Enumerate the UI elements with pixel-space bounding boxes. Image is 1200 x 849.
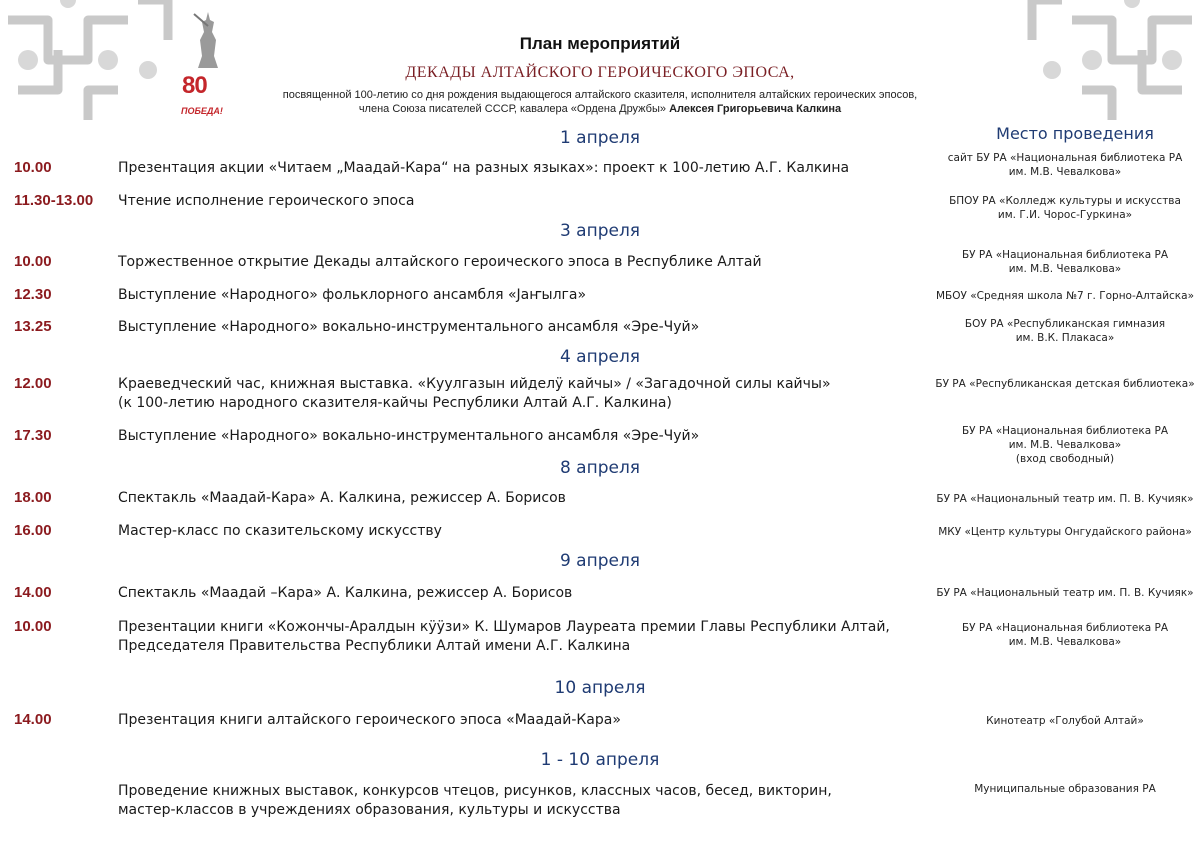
event-text-line: Презентация акции «Читаем „Маадай-Кара“ на разных языках»: проект к 100-летию А.Г. Калкина: [118, 160, 850, 176]
date-heading: 8 апреля: [559, 458, 641, 478]
event-text-line: мастер-классов в учреждениях образования, культуры и искусства: [118, 802, 621, 818]
event-time: 17.30: [14, 427, 52, 444]
event-time: 12.00: [14, 375, 52, 392]
event-text: [118, 618, 938, 656]
venue-line: сайт БУ РА «Национальная библиотека РА: [947, 152, 1183, 164]
event-text: [118, 489, 938, 508]
venue-line: МБОУ «Средняя школа №7 г. Горно-Алтайска»: [935, 290, 1195, 302]
date-heading: 1 - 10 апреля: [540, 750, 660, 770]
event-venue: [930, 248, 1200, 276]
event-text-line: Краеведческий час, книжная выставка. «Куулгазын ийделӱ кайчы» / «Загадочной силы кайчы»: [118, 376, 831, 392]
page-description: [180, 88, 1020, 116]
event-text-line: Презентации книги «Кожончы-Аралдын кӱӱзи» К. Шумаров Лауреата премии Главы Республики Алтай,: [118, 619, 890, 635]
date-heading: 1 апреля: [559, 128, 641, 148]
event-text-line: Спектакль «Маадай-Кара» А. Калкина, режиссер А. Борисов: [118, 490, 566, 506]
page-title: План мероприятий: [519, 34, 681, 53]
event-venue: [930, 289, 1200, 303]
description-line: [180, 102, 1020, 116]
event-time: 14.00: [14, 584, 52, 601]
event-time: 18.00: [14, 489, 52, 506]
event-text-line: Проведение книжных выставок, конкурсов чтецов, рисунков, классных часов, бесед, викторин,: [118, 783, 832, 799]
event-text: [118, 522, 938, 541]
honoree-name: Алексея Григорьевича Калкина: [669, 103, 842, 115]
event-time: 11.30-13.00: [14, 192, 94, 209]
event-text: [118, 782, 938, 820]
venue-line: Муниципальные образования РА: [974, 783, 1156, 795]
event-text-line: Чтение исполнение героического эпоса: [118, 193, 415, 209]
event-text: [118, 318, 938, 337]
event-venue: [930, 377, 1200, 391]
venue-line: им. М.В. Чевалкова»: [1008, 263, 1122, 275]
event-time: 10.00: [14, 618, 52, 635]
venue-line: им. Г.И. Чорос-Гуркина»: [997, 209, 1133, 221]
event-venue: [930, 194, 1200, 222]
event-venue: [930, 621, 1200, 649]
venue-line: им. М.В. Чевалкова»: [1008, 636, 1122, 648]
event-venue: [930, 782, 1200, 796]
description-text: члена Союза писателей СССР, кавалера «Ордена Дружбы»: [358, 103, 666, 115]
event-text: [118, 711, 938, 730]
date-heading: 4 апреля: [559, 347, 641, 367]
venue-line: БУ РА «Национальная библиотека РА: [961, 622, 1169, 634]
event-time: 12.30: [14, 286, 52, 303]
venue-line: им. В.К. Плакаса»: [1015, 332, 1115, 344]
event-time: 13.25: [14, 318, 52, 335]
venue-line: БУ РА «Национальный театр им. П. В. Кучияк»: [936, 587, 1194, 599]
page-subtitle: ДЕКАДЫ АЛТАЙСКОГО ГЕРОИЧЕСКОГО ЭПОСА,: [405, 64, 795, 81]
event-text: [118, 286, 938, 305]
venue-line: (вход свободный): [1015, 453, 1115, 465]
event-text-line: Презентация книги алтайского героического эпоса «Маадай-Кара»: [118, 712, 621, 728]
event-text-line: Мастер-класс по сказительскому искусству: [118, 523, 442, 539]
venue-line: МКУ «Центр культуры Онгудайского района»: [938, 526, 1192, 538]
venue-line: БОУ РА «Республиканская гимназия: [964, 318, 1166, 330]
event-text: [118, 192, 938, 211]
event-text: [118, 427, 938, 446]
venue-line: Кинотеатр «Голубой Алтай»: [986, 715, 1144, 727]
event-venue: [930, 424, 1200, 466]
venue-line: БУ РА «Национальная библиотека РА: [961, 425, 1169, 437]
event-text-line: Выступление «Народного» вокально-инструментального ансамбля «Эре-Чуй»: [118, 319, 700, 335]
emblem-number: 80: [182, 72, 207, 99]
emblem-word: ПОБЕДА!: [181, 106, 223, 116]
event-venue: [930, 151, 1200, 179]
event-text: [118, 159, 938, 178]
venue-line: им. М.В. Чевалкова»: [1008, 439, 1122, 451]
event-time: 10.00: [14, 159, 52, 176]
event-text: [118, 375, 938, 413]
event-time: 16.00: [14, 522, 52, 539]
event-venue: [930, 714, 1200, 728]
date-heading: 9 апреля: [559, 551, 641, 571]
event-venue: [930, 525, 1200, 539]
event-text-line: (к 100-летию народного сказителя-кайчы Республики Алтай А.Г. Калкина): [118, 395, 672, 411]
venue-line: БУ РА «Национальная библиотека РА: [961, 249, 1169, 261]
event-time: 10.00: [14, 253, 52, 270]
event-venue: [930, 586, 1200, 600]
event-text-line: Торжественное открытие Декады алтайского героического эпоса в Республике Алтай: [118, 254, 762, 270]
event-text: [118, 253, 938, 272]
event-text-line: Спектакль «Маадай –Кара» А. Калкина, режиссер А. Борисов: [118, 585, 573, 601]
event-venue: [930, 492, 1200, 506]
event-text-line: Выступление «Народного» фольклорного ансамбля «Jаҥылга»: [118, 287, 587, 303]
event-time: 14.00: [14, 711, 52, 728]
event-text-line: Выступление «Народного» вокально-инструментального ансамбля «Эре-Чуй»: [118, 428, 700, 444]
venue-line: им. М.В. Чевалкова»: [1008, 166, 1122, 178]
event-text-line: Председателя Правительства Республики Алтай имени А.Г. Калкина: [118, 638, 631, 654]
venue-line: БПОУ РА «Колледж культуры и искусства: [949, 195, 1181, 207]
venue-line: БУ РА «Республиканская детская библиотека»: [935, 378, 1195, 390]
date-heading: 3 апреля: [559, 221, 641, 241]
venue-column-heading: Место проведения: [996, 124, 1154, 143]
event-venue: [930, 317, 1200, 345]
date-heading: 10 апреля: [554, 678, 646, 698]
venue-line: БУ РА «Национальный театр им. П. В. Кучияк»: [936, 493, 1194, 505]
description-line: посвященной 100-летию со дня рождения выдающегося алтайского сказителя, исполнителя алтайских героических эпосов,: [282, 89, 918, 101]
event-text: [118, 584, 938, 603]
